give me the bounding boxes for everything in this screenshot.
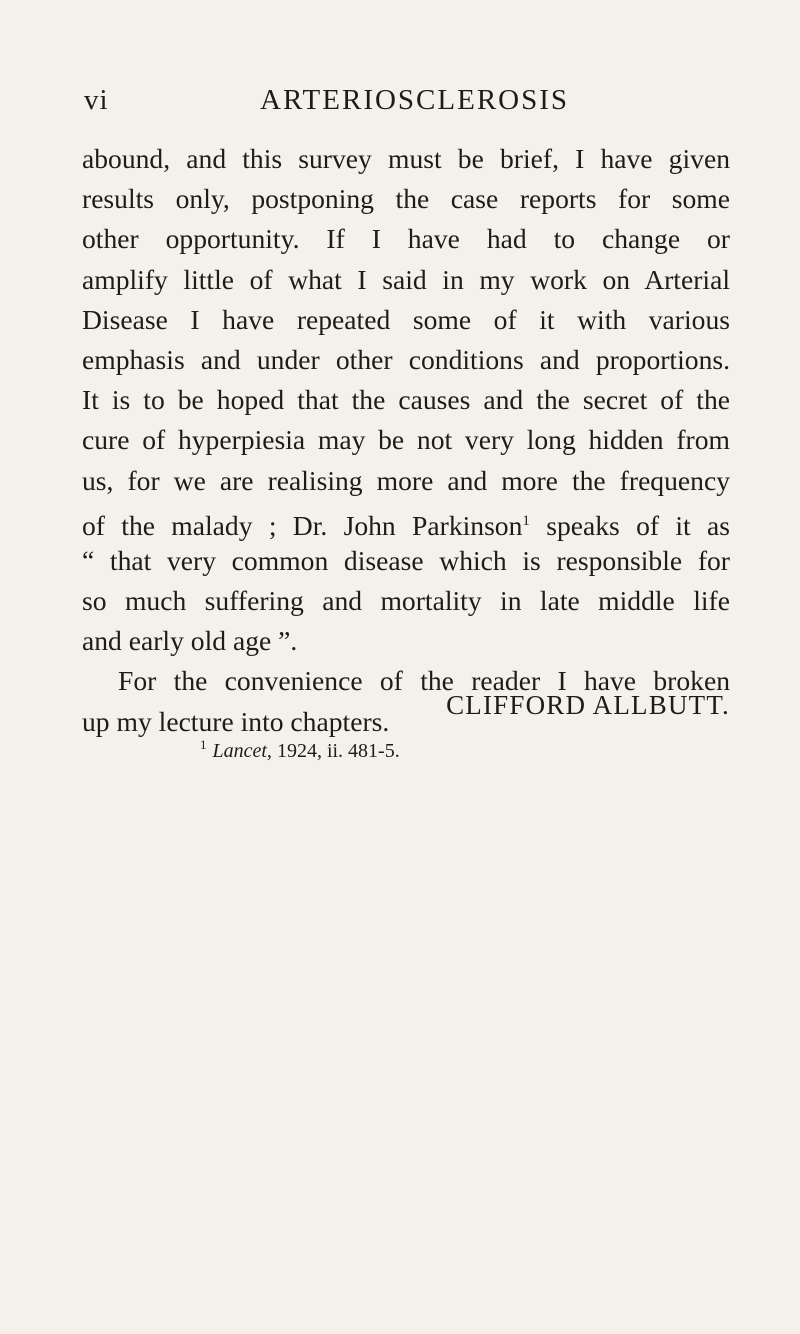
text-line: “ that very common disease which is responsible for (82, 544, 730, 576)
text-line: us, for we are realising more and more the frequency (82, 464, 730, 496)
author-signature: CLIFFORD ALLBUTT. (446, 690, 730, 720)
body-text (82, 139, 730, 742)
footnote (200, 731, 400, 765)
text-fragment: of the malady ; Dr. John Parkinson (82, 509, 523, 541)
text-line: Disease I have repeated some of it with various (82, 303, 730, 335)
text-line: It is to be hoped that the causes and the secret of the (82, 384, 730, 416)
text-line-with-footnote (82, 501, 730, 541)
page-header (84, 84, 696, 124)
footnote-reference: 1 (522, 512, 530, 529)
signature-row (82, 685, 730, 725)
footnote-journal: Lancet, (212, 740, 272, 762)
paragraph-end-line: up my lecture into chapters. (82, 705, 390, 737)
text-line: other opportunity. If I have had to change or (82, 223, 730, 255)
footnote-mark: 1 (200, 737, 207, 752)
text-line: amplify little of what I said in my work on Arterial (82, 263, 730, 295)
text-line: abound, and this survey must be brief, I have given (82, 143, 730, 174)
text-line: emphasis and under other conditions and proportions. (82, 343, 730, 375)
text-line: For the convenience of the reader I have broken (118, 665, 730, 697)
footnote-citation: 1924, ii. 481-5. (276, 740, 400, 762)
running-title: ARTERIOSCLEROSIS (260, 84, 570, 116)
paragraph-end-line: and early old age ”. (82, 625, 298, 657)
text-line: cure of hyperpiesia may be not very long hidden from (82, 424, 730, 456)
text-fragment: speaks of it as (529, 509, 730, 541)
text-line: results only, postponing the case reports for some (82, 183, 730, 215)
page-number: vi (84, 84, 109, 116)
text-line: so much suffering and mortality in late middle life (82, 585, 730, 617)
